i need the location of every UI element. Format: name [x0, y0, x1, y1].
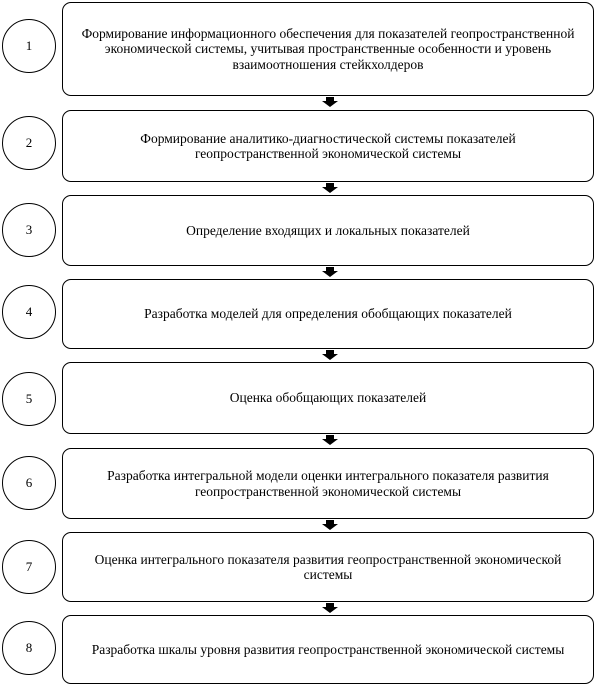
step-text: Формирование информационного обеспечения для показателей геопространственной экономической системы, учитывая пространственные особенности и уровень взаимоотношения стейкхолдеров — [81, 26, 575, 72]
step-3-box — [62, 195, 594, 266]
step-text: Определение входящих и локальных показателей — [186, 222, 470, 238]
down-arrow-icon — [321, 183, 339, 193]
step-text: Разработка интегральной модели оценки интегрального показателя развития геопространственной экономической системы — [107, 468, 549, 499]
step-text: Формирование аналитико-диагностической системы показателей геопространственной экономической системы — [140, 130, 516, 161]
step-7-number-circle — [2, 540, 56, 594]
step-number: 8 — [25, 640, 33, 655]
step-text: Разработка моделей для определения обобщающих показателей — [144, 306, 512, 322]
step-5-box — [62, 362, 594, 434]
step-8-number-circle — [2, 621, 56, 675]
step-number: 1 — [25, 38, 33, 53]
down-arrow-icon — [321, 520, 339, 530]
step-6-box — [62, 448, 594, 519]
step-2-number-circle — [2, 116, 56, 170]
step-8-box — [62, 615, 594, 684]
step-number: 3 — [25, 222, 33, 237]
step-6-number-circle — [2, 456, 56, 510]
step-number: 7 — [25, 559, 33, 574]
step-7-box — [62, 532, 594, 602]
down-arrow-icon — [321, 350, 339, 360]
step-5-number-circle — [2, 372, 56, 426]
step-text: Разработка шкалы уровня развития геопространственной экономической системы — [91, 641, 565, 657]
step-number: 4 — [25, 304, 33, 319]
down-arrow-icon — [321, 435, 339, 445]
down-arrow-icon — [321, 97, 339, 107]
step-1-box — [62, 2, 594, 96]
step-text: Оценка обобщающих показателей — [229, 390, 427, 406]
step-1-number-circle — [2, 19, 56, 73]
step-2-box — [62, 110, 594, 182]
down-arrow-icon — [321, 267, 339, 277]
step-4-box — [62, 279, 594, 349]
step-number: 2 — [25, 135, 33, 150]
step-number: 5 — [25, 391, 33, 406]
step-number: 6 — [25, 475, 33, 490]
step-4-number-circle — [2, 285, 56, 339]
step-text: Оценка интегрального показателя развития геопространственной экономической системы — [94, 551, 562, 582]
step-3-number-circle — [2, 203, 56, 257]
down-arrow-icon — [321, 603, 339, 613]
